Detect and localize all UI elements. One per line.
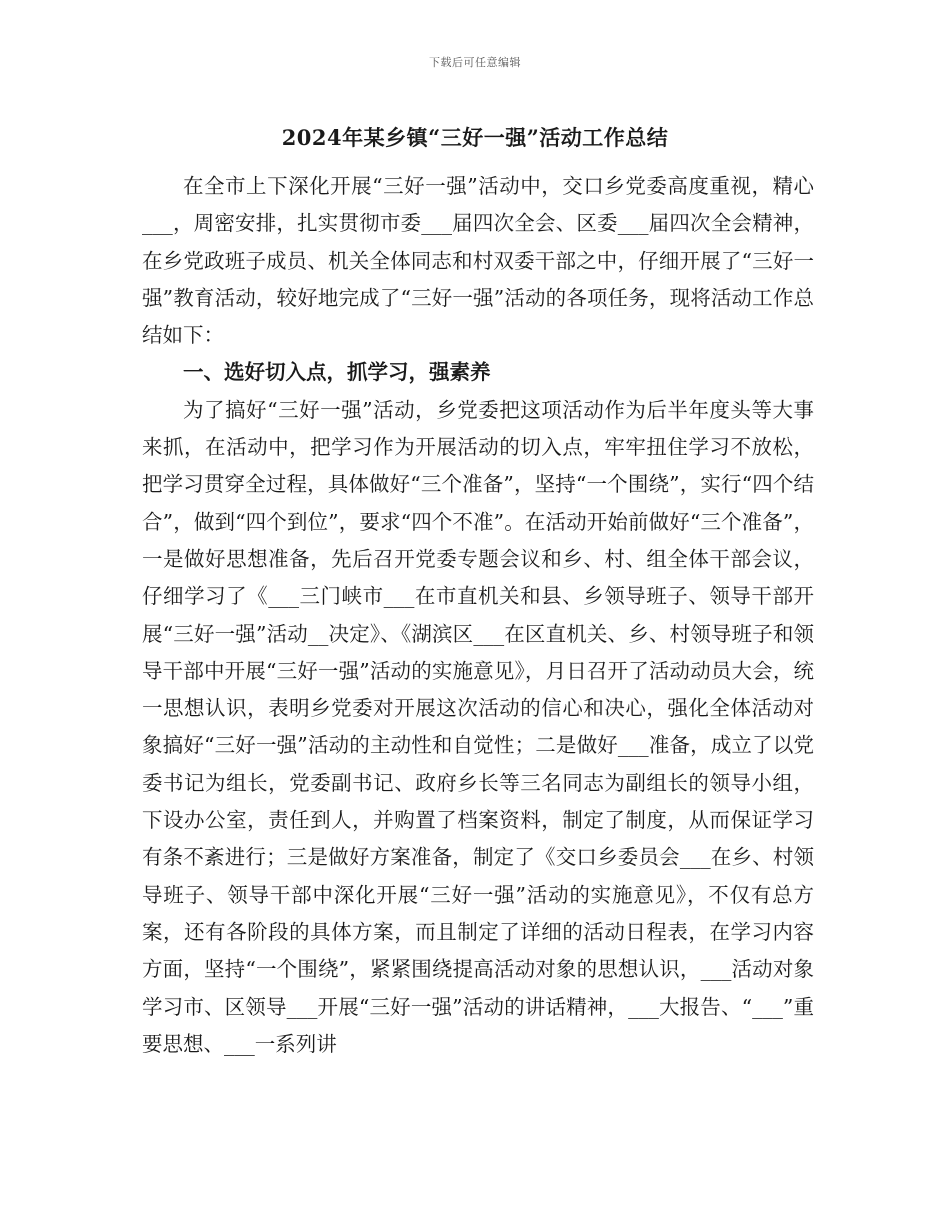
section-heading-1: 一、选好切入点，抓学习，强素养 xyxy=(183,360,491,385)
header-note: 下载后可任意编辑 xyxy=(429,56,521,69)
document-title: 2024年某乡镇“三好一强”活动工作总结 xyxy=(281,125,669,150)
paragraph-intro: 在全市上下深化开展“三好一强”活动中，交口乡党委高度重视，精心___，周密安排，扎实贯彻市委___届四次全会、区委___届四次全会精神，在乡党政班子成员、机关全体同志和村双委干部之中，仔细开展了“三好一强”教育活动，较好地完成了“三好一强”活动的各项任务，现将活动工作总结如下： xyxy=(142,174,814,348)
document-body xyxy=(142,168,814,1063)
paragraph-section-1: 为了搞好“三好一强”活动，乡党委把这项活动作为后半年度头等大事来抓，在活动中，把学习作为开展活动的切入点，牢牢扭住学习不放松，把学习贯穿全过程，具体做好“三个准备”，坚持“一个围绕”，实行“四个结合”，做到“四个到位”，要求“四个不准”。在活动开始前做好“三个准备”，一是做好思想准备，先后召开党委专题会议和乡、村、组全体干部会议，仔细学习了《___三门峡市___在市直机关和县、乡领导班子、领导干部开展“三好一强”活动__决定》、《湖滨区___在区直机关、乡、村领导班子和领导干部中开展“三好一强”活动的实施意见》，月日召开了活动动员大会，统一思想认识，表明乡党委对开展这次活动的信心和决心，强化全体活动对象搞好“三好一强”活动的主动性和自觉性；二是做好___准备，成立了以党委书记为组长，党委副书记、政府乡长等三名同志为副组长的领导小组，下设办公室，责任到人，并购置了档案资料，制定了制度，从而保证学习有条不紊进行；三是做好方案准备，制定了《交口乡委员会___在乡、村领导班子、领导干部中深化开展“三好一强”活动的实施意见》，不仅有总方案，还有各阶段的具体方案，而且制定了详细的活动日程表，在学习内容方面，坚持“一个围绕”，紧紧围绕提高活动对象的思想认识，___活动对象学习市、区领导___开展“三好一强”活动的讲话精神，___大报告、“___”重要思想、___一系列讲 xyxy=(142,397,814,1056)
